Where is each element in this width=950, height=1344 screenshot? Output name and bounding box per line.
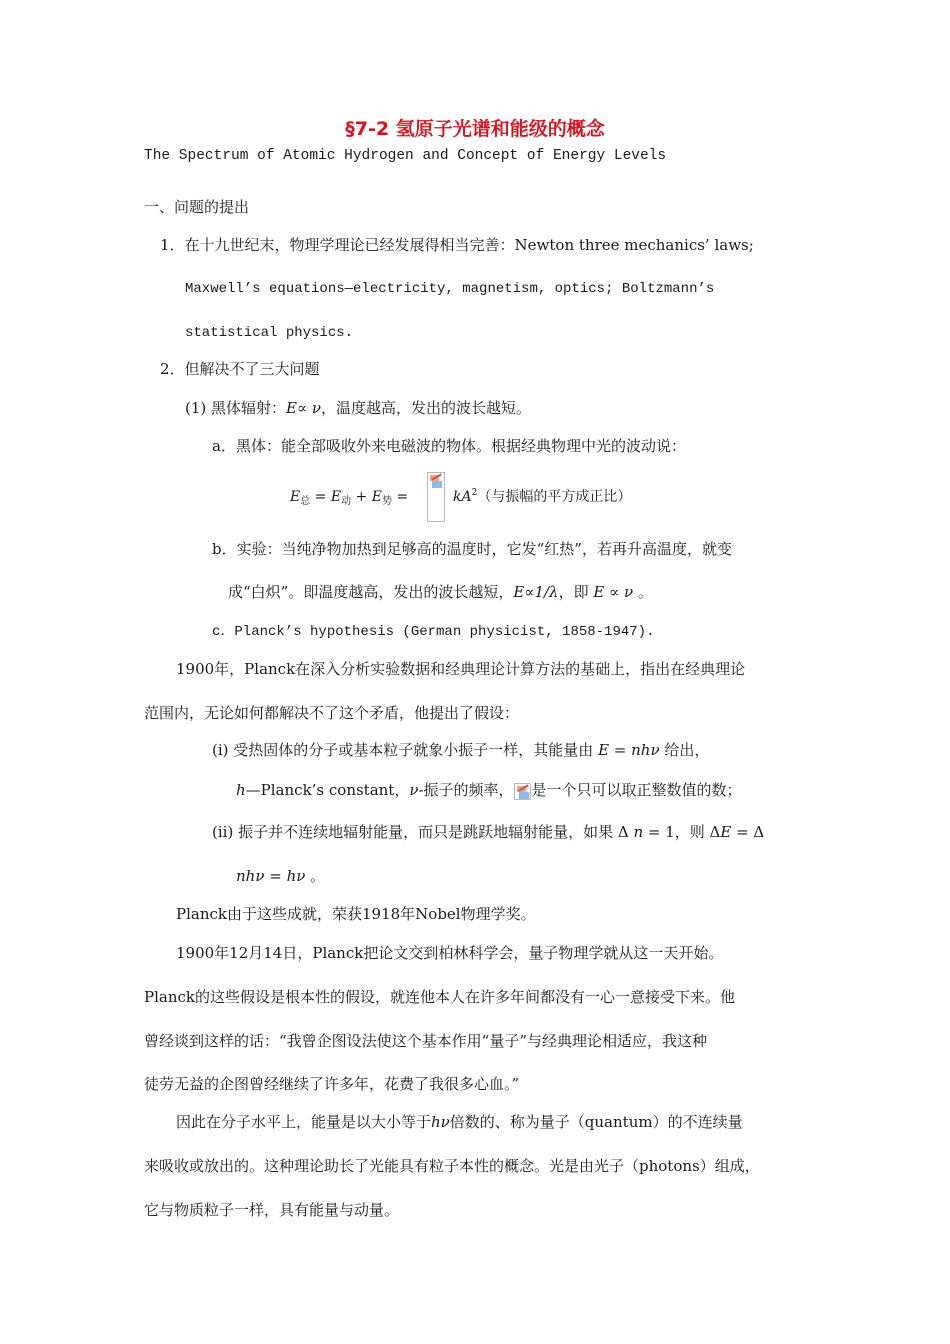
point-b-joiner: ，即 (558, 583, 589, 601)
item-1-line-3: statistical physics. (185, 325, 354, 341)
e-proportional-nu-2: E ∝ ν (593, 583, 634, 601)
energy-formula (290, 487, 408, 509)
delta-e-equals: = Δ (731, 823, 765, 841)
hypothesis-i-line-1 (212, 740, 709, 760)
h-symbol: h (236, 781, 246, 799)
e-equals-nhnu: E = nhν (598, 741, 660, 759)
plus-sign: + (351, 489, 372, 505)
hypothesis-ii-line-2 (236, 866, 325, 886)
paragraph-4-quantum: 倍数的、称为量子（quantum）的不连续量 (449, 1113, 743, 1131)
hypothesis-i-text: (i) 受热固体的分子或基本粒子就象小振子一样，其能量由 (212, 741, 594, 759)
paragraph-1-line-2: 范围内，无论如何都解决不了这个矛盾，他提出了假设： (144, 704, 520, 722)
hypothesis-i-end: 给出， (664, 741, 710, 759)
e-potential-symbol: E (371, 489, 382, 505)
paragraph-4-line-1 (176, 1112, 743, 1132)
delta-n-value: = 1，则 Δ (643, 823, 721, 841)
subitem-suffix: ，温度越高，发出的波长越短。 (321, 399, 532, 417)
paragraph-4-line-3: 它与物质粒子一样，具有能量与动量。 (144, 1201, 400, 1219)
e-symbol: E (720, 823, 732, 841)
period: 。 (305, 867, 326, 885)
point-b-end: 。 (637, 583, 653, 601)
hypothesis-i-line-2 (236, 780, 742, 800)
broken-image-icon (514, 783, 531, 800)
sub-total: 总 (300, 496, 311, 507)
e-kinetic-symbol: E (330, 489, 342, 505)
sub-kinetic: 动 (341, 496, 352, 507)
paragraph-3-line-1: 1900年12月14日，Planck把论文交到柏林科学会，量子物理学就从这一天开始。 (176, 944, 724, 962)
nu-symbol: ν (409, 781, 419, 799)
item-2: 2．但解决不了三大问题 (160, 360, 320, 378)
page-subtitle: The Spectrum of Atomic Hydrogen and Concept of Energy Levels (144, 148, 667, 164)
hypothesis-ii-line-1 (212, 822, 764, 842)
integer-label: 是一个只可以取正整数值的数； (531, 781, 742, 799)
paragraph-4-text: 因此在分子水平上，能量是以大小等于 (176, 1113, 432, 1131)
e-inverse-lambda: E∝1/λ (513, 583, 559, 601)
frequency-label: -振子的频率， (418, 781, 514, 799)
section-heading: 一、问题的提出 (144, 198, 250, 216)
paragraph-1-line-1: 1900年，Planck在深入分析实验数据和经典理论计算方法的基础上，指出在经典理论 (176, 660, 746, 678)
energy-formula-tail (453, 487, 631, 509)
broken-image-icon (427, 472, 445, 522)
paragraph-nobel: Planck由于这些成就，荣获1918年Nobel物理学奖。 (176, 905, 536, 923)
paragraph-3-line-4: 徒劳无益的企图曾经继续了许多年，花费了我很多心血。” (144, 1075, 520, 1093)
point-c: c．Planck’s hypothesis (German physicist, 1858-1947). (212, 624, 655, 640)
nhnu-symbol: nhν (236, 867, 265, 885)
sub-potential: 势 (381, 496, 392, 507)
hnu-symbol: hν (286, 867, 306, 885)
formula-note: （与振幅的平方成正比） (477, 489, 632, 505)
n-symbol: n (633, 823, 644, 841)
page-title: §7-2 氢原子光谱和能级的概念 (345, 118, 605, 140)
e-total-symbol: E (290, 489, 301, 505)
hypothesis-ii-text: (ii) 振子并不连续地辐射能量，而只是跳跃地辐射能量，如果 Δ (212, 823, 629, 841)
item-1-line-2: Maxwell’s equations—electricity, magnetism, optics; Boltzmann’s (185, 281, 715, 297)
planck-constant-label: —Planck’s constant， (245, 781, 410, 799)
point-b-line-1: b．实验：当纯净物加热到足够高的温度时，它发“红热”，若再升高温度，就变 (212, 540, 732, 558)
paragraph-3-line-2: Planck的这些假设是根本性的假设，就连他本人在许多年间都没有一心一意接受下来。他 (144, 988, 735, 1006)
equals-2: = (391, 489, 409, 505)
item-1-line-1: 1．在十九世纪末，物理学理论已经发展得相当完善：Newton three mechanics’ laws; (160, 236, 754, 254)
paragraph-4-line-2: 来吸收或放出的。这种理论助长了光能具有粒子本性的概念。光是由光子（photons）组成， (144, 1157, 760, 1175)
square-exponent: 2 (471, 488, 478, 498)
point-a: a．黑体：能全部吸收外来电磁波的物体。根据经典物理中光的波动说： (212, 437, 686, 455)
point-b-text: 成“白炽”。即温度越高，发出的波长越短， (228, 583, 514, 601)
equals-1: = (310, 489, 331, 505)
k-a-symbol: kA (453, 489, 472, 505)
subitem-blackbody (185, 398, 531, 418)
e-proportional-nu: E∝ ν (286, 399, 322, 417)
h-nu-symbol: hν (431, 1113, 450, 1131)
paragraph-3-line-3: 曾经谈到这样的话：“我曾企图设法使这个基本作用“量子”与经典理论相适应，我这种 (144, 1032, 708, 1050)
point-b-line-2 (228, 582, 653, 602)
equals-3: = (264, 867, 287, 885)
subitem-prefix: (1) 黑体辐射： (185, 399, 287, 417)
